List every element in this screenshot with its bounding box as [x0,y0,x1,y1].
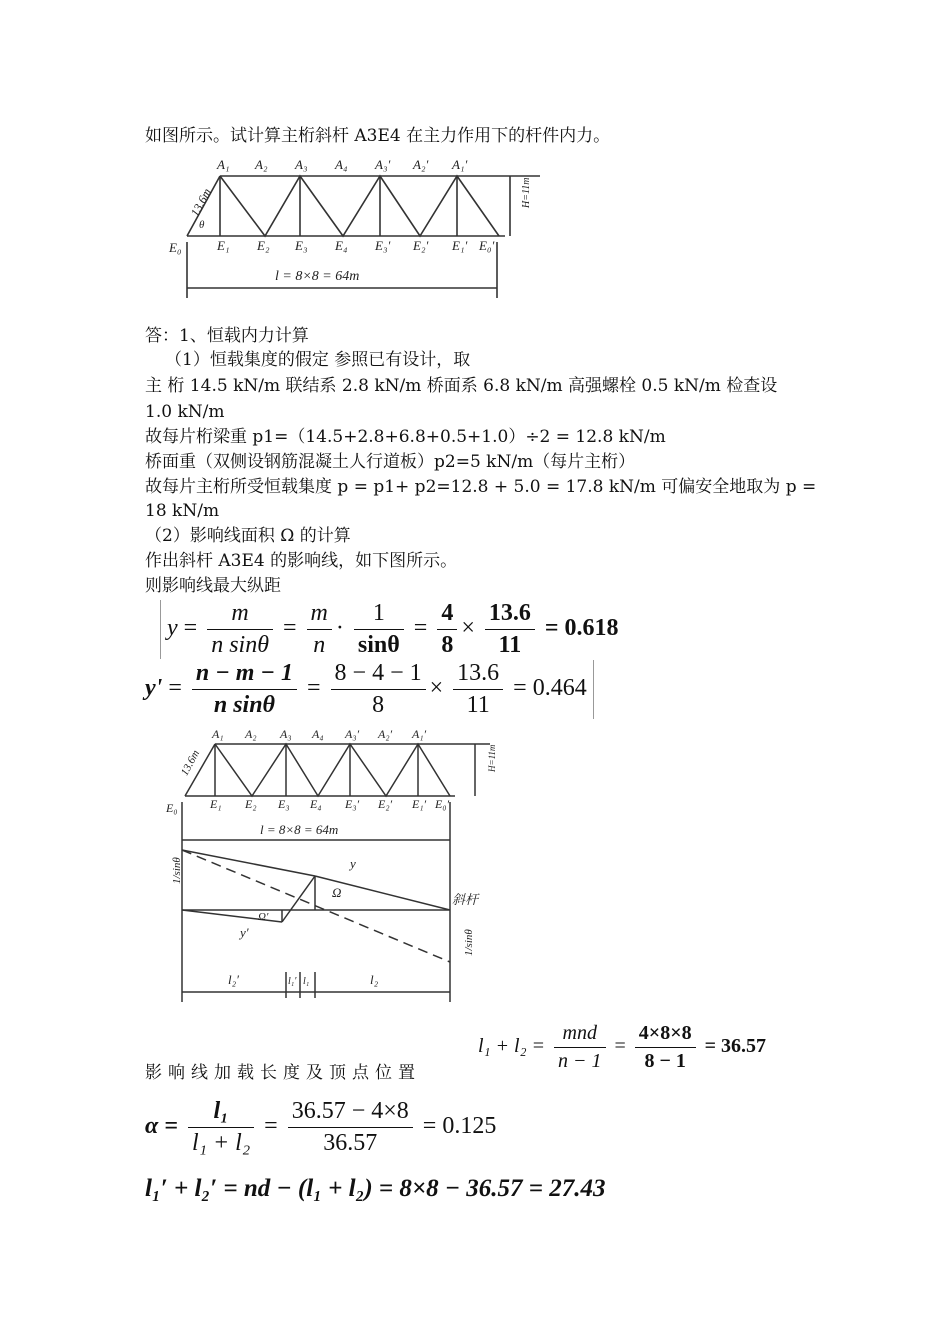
node-label: E₀ [169,240,182,255]
diag-length-label: 13.6m [187,185,215,219]
node-label: A₂′ [378,727,393,741]
node-label: E₁ [217,238,230,253]
node-label: E₁′ [452,238,468,253]
node-label: E₂′ [413,238,429,253]
node-label: E₀′ [435,797,450,811]
segment-label: l₂ [370,972,379,987]
height-label: H=11m [487,744,497,772]
equation-l-prime-sum: l₁′ + l₂′ = nd − (l₁ + l₂) = 8×8 − 36.57 = 27.43 [145,1175,606,1202]
truss-figure [165,152,550,302]
p1-line: 故每片桁梁重 p1=（14.5+2.8+6.8+0.5+1.0）÷2 = 12.8 kN/m [145,427,666,447]
node-label: A₄ [335,157,348,172]
node-label: A₃′ [375,157,391,172]
node-label: E₁′ [412,797,427,811]
segment-label: l₂′ [228,972,239,987]
p-line: 故每片主桁所受恒载集度 p = p1+ p2=12.8 + 5.0 = 17.8 kN/m 可偏安全地取为 p = [145,477,817,497]
node-label: A₁ [212,727,224,741]
node-label: E₃ [295,238,308,253]
node-label: E₂ [245,797,257,811]
height-label: H=11m [521,177,532,208]
node-label: A₂′ [413,157,429,172]
node-label: E₄ [310,797,322,811]
section2-ymax: 则影响线最大纵距 [145,576,281,596]
node-label: E₂′ [378,797,393,811]
node-label: E₂ [257,238,270,253]
loads-line: 主 桁 14.5 kN/m 联结系 2.8 kN/m 桥面系 6.8 kN/m 高强螺栓 0.5 kN/m 检查设 [145,376,778,396]
span-label: l = 8×8 = 64m [260,822,339,837]
loads-line-2: 1.0 kN/m [145,402,225,422]
omega-label: Ω [332,885,342,900]
load-length-text: 影响线加载长度及顶点位置 [145,1063,421,1083]
top-node-labels [216,157,467,172]
node-label: E₀′ [479,238,495,253]
equation-y-prime: y' = $\frac{n - m - 1}{\text{n sinθ}}$ = $\frac{8 - 4 - 1}{8}$ × $\frac{13.6}{11}$ = 0.464 [145,660,594,719]
diag-length-label: 13.6m [178,748,203,778]
section2-title: （2）影响线面积 Ω 的计算 [145,526,351,546]
answer-title: 答：1、恒载内力计算 [145,326,309,346]
p-line-2: 18 kN/m [145,501,220,521]
node-label: E₀ [166,801,178,815]
section1-title: （1）恒载集度的假定 参照已有设计，取 [165,350,471,370]
node-label: A₄ [312,727,324,741]
node-label: E₃′ [375,238,391,253]
node-label: E₁ [210,797,222,811]
angle-label: θ [199,219,205,231]
node-label: E₄ [335,238,348,253]
section2-desc: 作出斜杆 A3E4 的影响线，如下图所示。 [145,551,458,571]
node-label: A₂ [255,157,268,172]
equation-alpha: α = $\frac{\text{l₁}}{\text{l₁ + l₂}}$ = $\frac{36.57 - 4\times 8}{36.57}$ = 0.125 [145,1098,497,1156]
omega-prime-label: Ω′ [258,911,269,923]
node-label: E₃ [278,797,290,811]
bottom-node-labels [168,238,494,255]
y-prime-label: y′ [240,925,249,940]
equation-y: y = $\frac{m}{\text{n sinθ}}$ = $\frac{m}{n}$ · $\frac{1}{\sin\theta}$ = $\frac{4}{8}$ × $\frac{13.6}{11}$ = 0.618 [160,600,619,659]
node-label: A₁′ [452,157,468,172]
left-ordinate-label: 1/sinθ [171,857,183,884]
segment-label: l₁ [303,976,310,987]
node-label: A₃ [280,727,292,741]
span-label: l = 8×8 = 64m [275,269,360,284]
y-label: y [350,856,356,871]
equation-l1-l2: l₁ + l₂ = $\frac{\text{mnd}}{n - 1}$ = $\frac{4\times 8\times 8}{8 - 1}$ = 36.57 [478,1022,766,1072]
right-ordinate-label: 1/sinθ [463,929,475,956]
node-label: A₃ [295,157,308,172]
member-label: 斜杆 [452,892,479,907]
node-label: A₃′ [345,727,360,741]
node-label: A₂ [245,727,257,741]
node-label: A₁ [217,157,230,172]
question-text: 如图所示。试计算主桁斜杆 A3E4 在主力作用下的杆件内力。 [145,126,611,146]
p2-line: 桥面重（双侧设钢筋混凝土人行道板）p2=5 kN/m（每片主桁） [145,452,636,472]
influence-line-figure [160,722,500,1007]
node-label: A₁′ [412,727,427,741]
segment-label: l₁′ [288,976,297,987]
node-label: E₃′ [345,797,360,811]
